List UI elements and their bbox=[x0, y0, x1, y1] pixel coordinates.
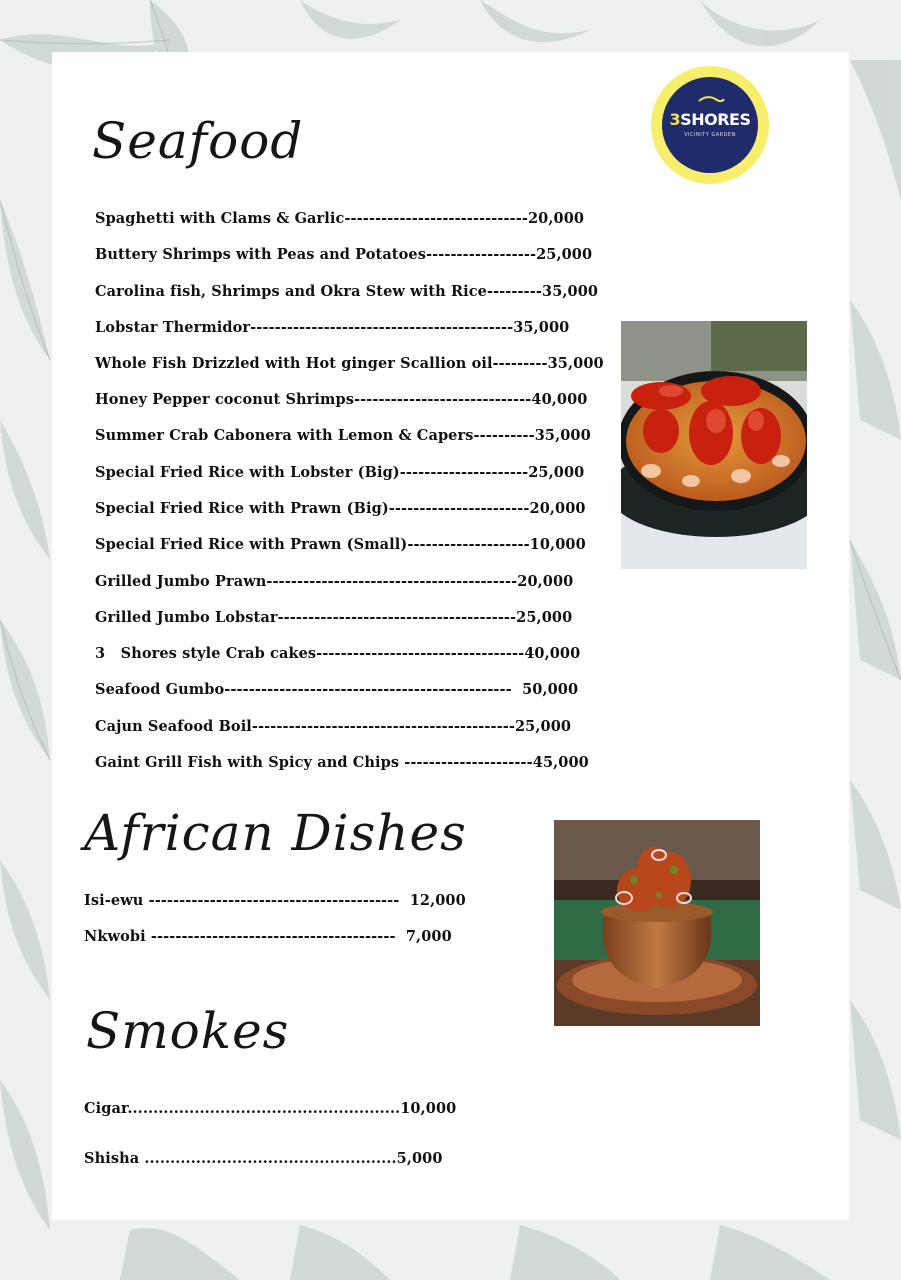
menu-item: Nkwobi ---------------------------------------- 7,000 bbox=[84, 928, 452, 945]
logo-subtitle: VICINITY GARDEN bbox=[684, 132, 736, 138]
menu-item: Spaghetti with Clams & Garlic------------------------------20,000 bbox=[95, 210, 585, 227]
brand-logo bbox=[651, 66, 769, 184]
menu-item: Buttery Shrimps with Peas and Potatoes------------------25,000 bbox=[95, 246, 593, 263]
menu-item: Cajun Seafood Boil-------------------------------------------25,000 bbox=[95, 718, 572, 735]
section-title-smokes: Smokes bbox=[86, 1002, 290, 1060]
menu-item: Whole Fish Drizzled with Hot ginger Scallion oil---------35,000 bbox=[95, 355, 604, 372]
menu-item: Grilled Jumbo Prawn-----------------------------------------20,000 bbox=[95, 573, 574, 590]
wave-icon bbox=[697, 95, 725, 105]
section-title-seafood: Seafood bbox=[92, 112, 304, 170]
menu-item: Isi-ewu ----------------------------------------- 12,000 bbox=[84, 892, 466, 909]
menu-item: Gaint Grill Fish with Spicy and Chips ---------------------45,000 bbox=[95, 754, 589, 771]
menu-item: Lobstar Thermidor-------------------------------------------35,000 bbox=[95, 319, 570, 336]
menu-item: Carolina fish, Shrimps and Okra Stew with Rice---------35,000 bbox=[95, 283, 599, 300]
menu-item: Special Fried Rice with Prawn (Small)--------------------10,000 bbox=[95, 536, 586, 553]
lobster-paella-photo bbox=[621, 321, 807, 569]
section-title-african-dishes: African Dishes bbox=[84, 804, 467, 862]
menu-item: Grilled Jumbo Lobstar---------------------------------------25,000 bbox=[95, 609, 573, 626]
clay-pot-dish-photo bbox=[554, 820, 760, 1026]
menu-item: Special Fried Rice with Prawn (Big)-----------------------20,000 bbox=[95, 500, 586, 517]
menu-item: Seafood Gumbo----------------------------------------------- 50,000 bbox=[95, 681, 579, 698]
menu-item: 3 Shores style Crab cakes----------------------------------40,000 bbox=[95, 645, 581, 662]
menu-item: Shisha .................................................5,000 bbox=[84, 1150, 443, 1167]
logo-wordmark: 3SHORES bbox=[669, 110, 751, 129]
menu-item: Cigar.....................................................10,000 bbox=[84, 1100, 457, 1117]
menu-item: Summer Crab Cabonera with Lemon & Capers----------35,000 bbox=[95, 427, 591, 444]
menu-item: Honey Pepper coconut Shrimps-----------------------------40,000 bbox=[95, 391, 588, 408]
menu-item: Special Fried Rice with Lobster (Big)---------------------25,000 bbox=[95, 464, 585, 481]
